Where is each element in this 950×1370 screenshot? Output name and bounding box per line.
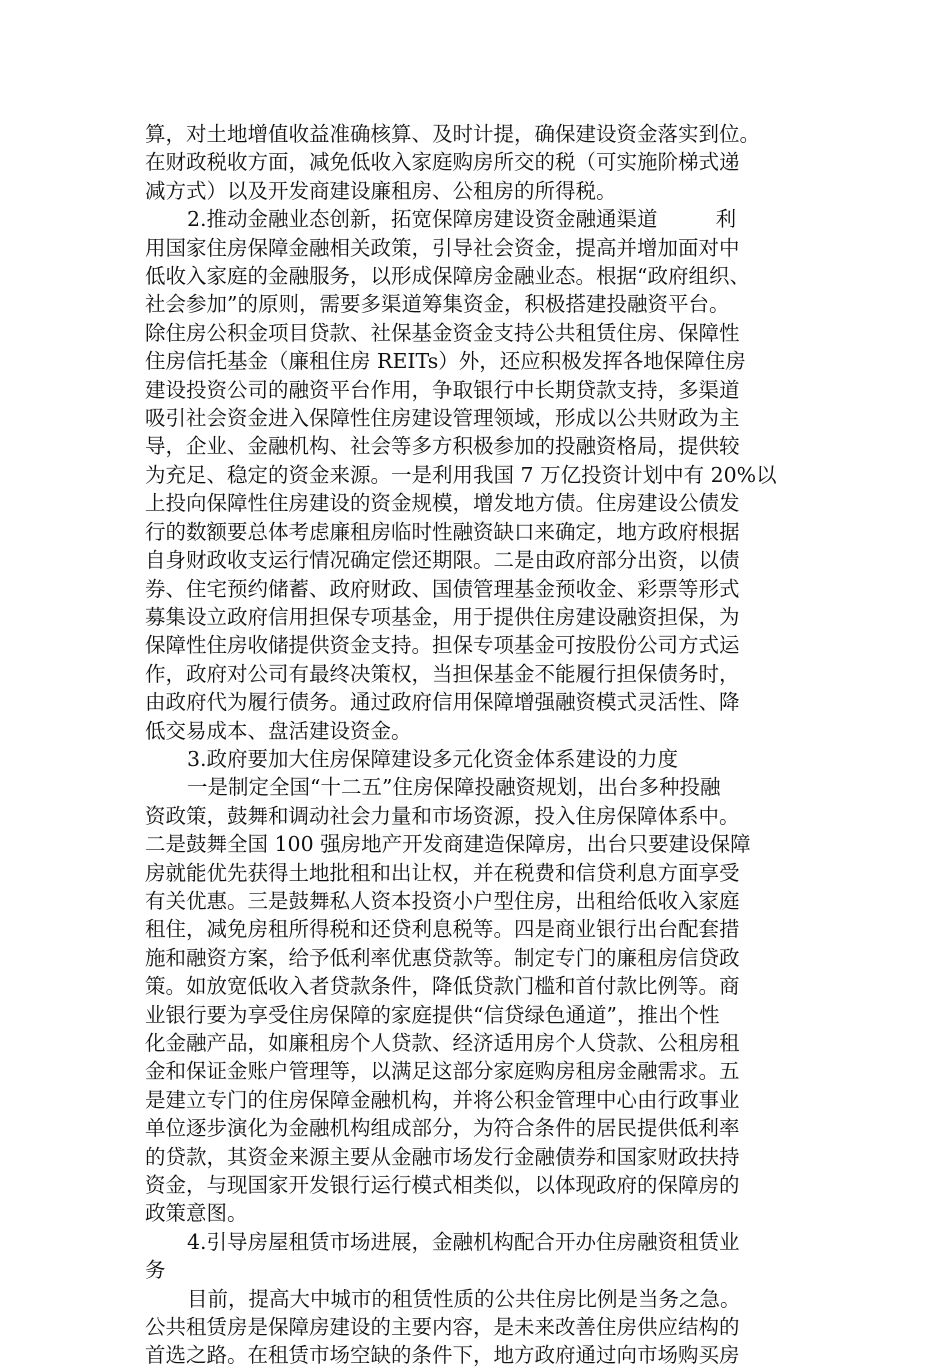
text-line-content: 务 <box>145 1258 166 1283</box>
text-line-content: 3.政府要加大住房保障建设多元化资金体系建设的力度 <box>187 746 679 771</box>
text-line-content: 施和融资方案，给予低利率优惠贷款等。制定专门的廉租房信贷政 <box>145 945 740 970</box>
text-line-content: 的贷款，其资金来源主要从金融市场发行金融债券和国家财政扶持 <box>145 1144 740 1169</box>
text-line-content: 减方式）以及开发商建设廉租房、公租房的所得税。 <box>145 178 617 203</box>
text-line <box>145 1086 810 1114</box>
text-line-content: 公共租赁房是保障房建设的主要内容，是未来改善住房供应结构的 <box>145 1315 740 1340</box>
body-text <box>145 120 810 1370</box>
text-line <box>145 319 810 347</box>
text-line <box>145 290 810 318</box>
text-line <box>145 887 810 915</box>
text-line-content: 目前，提高大中城市的租赁性质的公共住房比例是当务之急。 <box>187 1286 741 1311</box>
text-line <box>145 972 810 1000</box>
text-line-content: 政策意图。 <box>145 1201 248 1226</box>
text-line-content: 算，对土地增值收益准确核算、及时计提，确保建设资金落实到位。 <box>145 122 760 146</box>
text-line <box>145 631 810 659</box>
text-line-content: 业银行要为享受住房保障的家庭提供“信贷绿色通道”，推出个性 <box>145 1002 720 1027</box>
text-line-content: 资金，与现国家开发银行运行模式相类似，以体现政府的保障房的 <box>145 1173 740 1198</box>
text-line-content: 策。如放宽低收入者贷款条件，降低贷款门槛和首付款比例等。商 <box>145 974 740 999</box>
text-line-content: 用国家住房保障金融相关政策，引导社会资金，提高并增加面对中 <box>145 235 740 260</box>
text-line <box>145 347 810 375</box>
text-line-content: 租住，减免房租所得税和还贷利息税等。四是商业银行出台配套措 <box>145 917 740 942</box>
text-line-content: 吸引社会资金进入保障性住房建设管理领域，形成以公共财政为主 <box>145 406 740 431</box>
text-line-content: 社会参加”的原则，需要多渠道筹集资金，积极搭建投融资平台。 <box>145 292 730 317</box>
text-line <box>145 1143 810 1171</box>
text-line <box>145 1313 810 1341</box>
text-line <box>145 1057 810 1085</box>
text-line <box>145 148 810 176</box>
text-line <box>145 120 810 148</box>
text-line <box>145 944 810 972</box>
text-line-content: 房就能优先获得土地批租和出让权，并在税费和信贷利息方面享受 <box>145 860 740 885</box>
text-line <box>145 205 810 233</box>
text-line-content: 保障性住房收储提供资金支持。担保专项基金可按股份公司方式运 <box>145 633 740 658</box>
text-line-content: 金和保证金账户管理等，以满足这部分家庭购房租房金融需求。五 <box>145 1059 740 1084</box>
text-line <box>145 603 810 631</box>
text-line-content: 2.推动金融业态创新，拓宽保障房建设资金融通渠道 <box>187 207 658 232</box>
text-line-content: 行的数额要总体考虑廉租房临时性融资缺口来确定，地方政府根据 <box>145 519 740 544</box>
text-line-content: 二是鼓舞全国 100 强房地产开发商建造保障房，出台只要建设保障 <box>145 832 751 857</box>
text-line <box>145 859 810 887</box>
text-line <box>145 745 810 773</box>
text-line-content: 券、住宅预约储蓄、政府财政、国债管理基金预收金、彩票等形式 <box>145 576 740 601</box>
text-line <box>145 575 810 603</box>
text-line-content: 化金融产品，如廉租房个人贷款、经济适用房个人贷款、公租房租 <box>145 1031 740 1055</box>
text-line <box>145 518 810 546</box>
text-line <box>145 461 810 489</box>
text-line-content: 自身财政收支运行情况确定偿还期限。二是由政府部分出资，以债 <box>145 548 740 573</box>
text-line-content: 是建立专门的住房保障金融机构，并将公积金管理中心由行政事业 <box>145 1087 740 1112</box>
text-line-content: 低收入家庭的金融服务，以形成保障房金融业态。根据“政府组织、 <box>145 264 750 289</box>
text-line <box>145 432 810 460</box>
text-line <box>145 1228 810 1256</box>
text-line-content: 首选之路。在租赁市场空缺的条件下，地方政府通过向市场购买房 <box>145 1343 740 1368</box>
text-line <box>145 376 810 404</box>
text-line-content: 除住房公积金项目贷款、社保基金资金支持公共租赁住房、保障性 <box>145 320 740 345</box>
text-line <box>145 1285 810 1313</box>
text-line <box>145 802 810 830</box>
text-line-content: 建设投资公司的融资平台作用，争取银行中长期贷款支持，多渠道 <box>145 377 740 402</box>
text-line <box>145 660 810 688</box>
text-line-content: 为充足、稳定的资金来源。一是利用我国 7 万亿投资计划中有 20%以 <box>145 462 777 487</box>
text-line-content: 上投向保障性住房建设的资金规模，增发地方债。住房建设公债发 <box>145 491 740 516</box>
text-line <box>145 404 810 432</box>
text-line <box>145 830 810 858</box>
text-line <box>145 1171 810 1199</box>
text-line <box>145 717 810 745</box>
text-line <box>145 1001 810 1029</box>
text-line-content: 资政策，鼓舞和调动社会力量和市场资源，投入住房保障体系中。 <box>145 803 740 828</box>
text-line <box>145 489 810 517</box>
text-line <box>145 1341 810 1369</box>
text-line-content: 作，政府对公司有最终决策权，当担保基金不能履行担保债务时， <box>145 661 740 686</box>
text-line <box>145 262 810 290</box>
text-line <box>145 1114 810 1142</box>
text-line-content: 由政府代为履行债务。通过政府信用保障增强融资模式灵活性、降 <box>145 690 740 715</box>
text-line-content: 导，企业、金融机构、社会等多方积极参加的投融资格局，提供较 <box>145 434 740 459</box>
text-line-content: 4.引导房屋租赁市场进展，金融机构配合开办住房融资租赁业 <box>187 1229 740 1254</box>
text-line-content: 住房信托基金（廉租住房 REITs）外，还应积极发挥各地保障住房 <box>145 349 746 374</box>
text-line <box>145 234 810 262</box>
text-line-tail: 利 <box>715 207 737 232</box>
text-line-content: 募集设立政府信用担保专项基金，用于提供住房建设融资担保，为 <box>145 604 740 629</box>
text-line <box>145 546 810 574</box>
text-line <box>145 915 810 943</box>
text-line-content: 一是制定全国“十二五”住房保障投融资规划，出台多种投融 <box>187 775 721 800</box>
text-line-content: 低交易成本、盘活建设资金。 <box>145 718 412 743</box>
text-line-content: 单位逐步演化为金融机构组成部分，为符合条件的居民提供低利率 <box>145 1116 740 1141</box>
text-line-content: 在财政税收方面，减免低收入家庭购房所交的税（可实施阶梯式递 <box>145 150 740 175</box>
text-line <box>145 773 810 801</box>
text-line <box>145 1199 810 1227</box>
text-line <box>145 688 810 716</box>
text-line <box>145 1256 810 1284</box>
text-line <box>145 1029 810 1057</box>
text-line-content: 有关优惠。三是鼓舞私人资本投资小户型住房，出租给低收入家庭 <box>145 888 740 913</box>
text-line <box>145 177 810 205</box>
